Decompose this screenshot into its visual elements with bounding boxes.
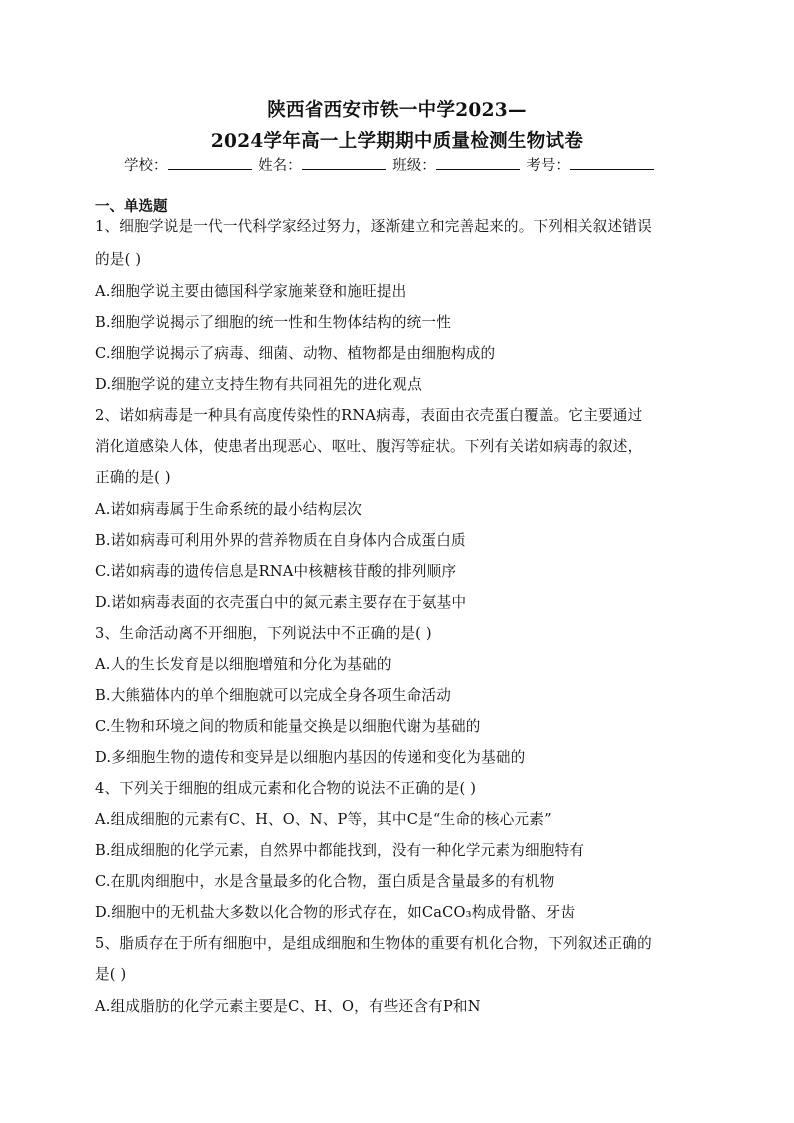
exam-title-line1: 陕西省西安市铁一中学2023— [267,100,527,121]
question-5-option-a: A.组成脂肪的化学元素主要是C、H、O，有些还含有P和N [95,998,481,1015]
question-2-option-c: C.诺如病毒的遗传信息是RNA中核糖核苷酸的排列顺序 [95,563,457,580]
question-2-stem-line-2: 消化道感染人体，使患者出现恶心、呕吐、腹泻等症状。下列有关诺如病毒的叙述， [95,438,643,455]
school-label: 学校： [124,158,168,174]
section-title: 一、单选题 [95,199,168,215]
question-1-option-d: D.细胞学说的建立支持生物有共同祖先的进化观点 [95,376,422,393]
question-4-option-d: D.细胞中的无机盐大多数以化合物的形式存在，如CaCO₃构成骨骼、牙齿 [95,904,576,921]
question-4-option-b: B.组成细胞的化学元素，自然界中都能找到，没有一种化学元素为细胞特有 [95,842,585,859]
question-3-stem-line-1: 3、生命活动离不开细胞，下列说法中不正确的是( ) [95,625,432,642]
school-blank[interactable] [168,155,252,170]
question-2-option-b: B.诺如病毒可利用外界的营养物质在自身体内合成蛋白质 [95,532,466,549]
question-2-option-a: A.诺如病毒属于生命系统的最小结构层次 [95,501,363,518]
question-1-option-a: A.细胞学说主要由德国科学家施莱登和施旺提出 [95,283,407,300]
exam-title-line2: 2024学年高一上学期期中质量检测生物试卷 [210,131,584,152]
class-blank[interactable] [436,155,520,170]
number-label: 考号： [526,158,570,174]
question-1-option-c: C.细胞学说揭示了病毒、细菌、动物、植物都是由细胞构成的 [95,345,496,362]
class-label: 班级： [392,158,436,174]
question-1-stem-line-2: 的是( ) [95,251,142,268]
question-2-stem-line-3: 正确的是( ) [95,469,171,486]
student-info-line [124,154,656,175]
name-label: 姓名： [258,158,302,174]
question-3-option-c: C.生物和环境之间的物质和能量交换是以细胞代谢为基础的 [95,718,481,735]
number-blank[interactable] [570,155,654,170]
question-5-stem-line-2: 是( ) [95,966,127,983]
question-3-option-a: A.人的生长发育是以细胞增殖和分化为基础的 [95,656,392,673]
question-4-stem-line-1: 4、下列关于细胞的组成元素和化合物的说法不正确的是( ) [95,780,477,797]
question-5-stem-line-1: 5、脂质存在于所有细胞中，是组成细胞和生物体的重要有机化合物，下列叙述正确的 [95,935,652,952]
question-3-option-b: B.大熊猫体内的单个细胞就可以完成全身各项生命活动 [95,687,452,704]
question-2-stem-line-1: 2、诺如病毒是一种具有高度传染性的RNA病毒，表面由衣壳蛋白覆盖。它主要通过 [95,407,643,424]
question-4-option-c: C.在肌肉细胞中，水是含量最多的化合物，蛋白质是含量最多的有机物 [95,873,555,890]
question-1-option-b: B.细胞学说揭示了细胞的统一性和生物体结构的统一性 [95,314,452,331]
question-2-option-d: D.诺如病毒表面的衣壳蛋白中的氮元素主要存在于氨基中 [95,594,467,611]
name-blank[interactable] [302,155,386,170]
question-3-option-d: D.多细胞生物的遗传和变异是以细胞内基因的传递和变化为基础的 [95,749,526,766]
question-1-stem-line-1: 1、细胞学说是一代一代科学家经过努力，逐渐建立和完善起来的。下列相关叙述错误 [95,218,652,235]
question-4-option-a: A.组成细胞的元素有C、H、O、N、P等，其中C是“生命的核心元素” [95,811,552,828]
